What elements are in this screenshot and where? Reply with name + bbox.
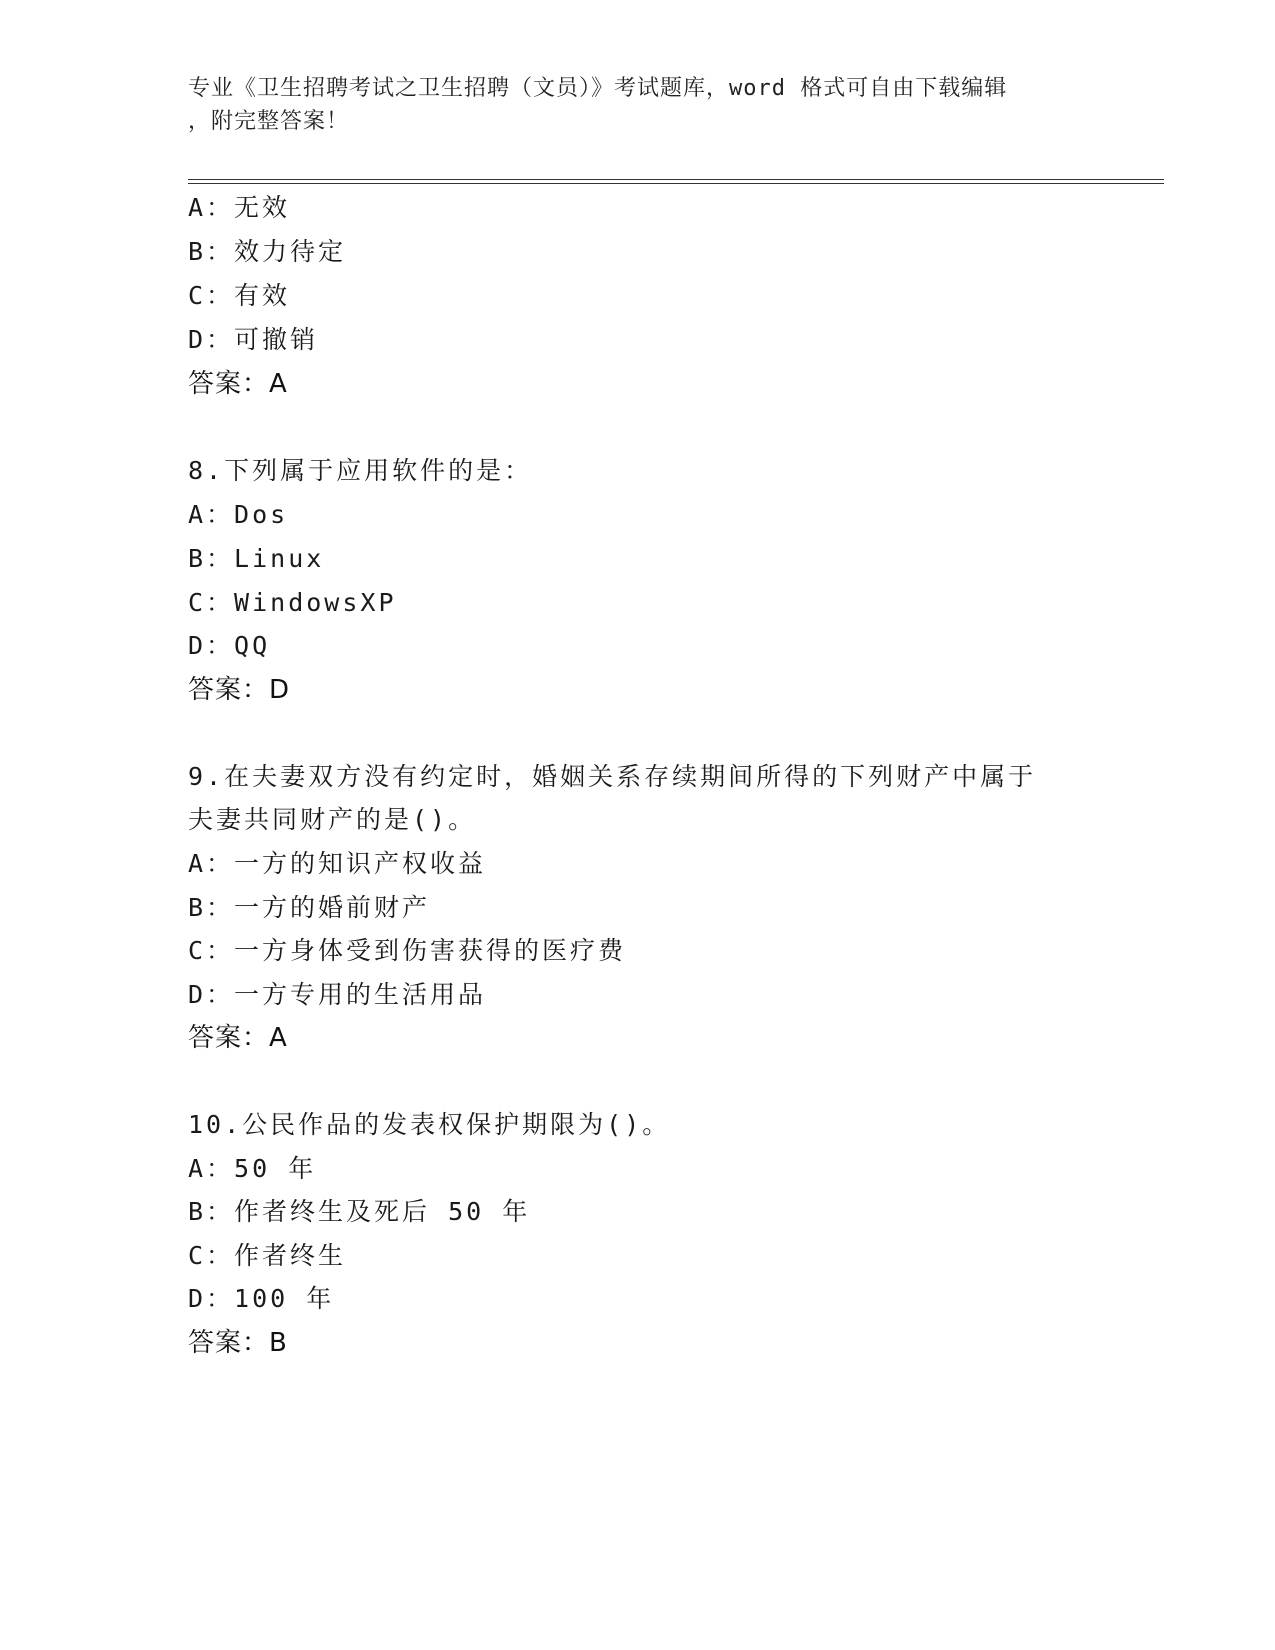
- q8-question: 8.下列属于应用软件的是：: [188, 456, 533, 485]
- q8-option-d: D：QQ: [188, 631, 271, 660]
- q7-option-d: D：可撤销: [188, 325, 319, 354]
- q10-question: 10.公民作品的发表权保护期限为()。: [188, 1110, 671, 1139]
- q10-option-a: A：50 年: [188, 1154, 317, 1183]
- q8-answer: 答案：D: [188, 675, 291, 705]
- q9-option-a: A：一方的知识产权收益: [188, 849, 487, 878]
- q9-answer: 答案：A: [188, 1023, 288, 1053]
- q10-answer: 答案：B: [188, 1328, 288, 1358]
- document-header: [188, 72, 1088, 138]
- q9-option-b: B：一方的婚前财产: [188, 893, 431, 922]
- q9-question-line-1: 9.在夫妻双方没有约定时，婚姻关系存续期间所得的下列财产中属于: [188, 762, 1037, 791]
- q8-option-a: A：Dos: [188, 500, 289, 529]
- q8-option-b: B：Linux: [188, 544, 325, 573]
- q10-option-b: B：作者终生及死后 50 年: [188, 1197, 531, 1226]
- header-divider-top: [188, 179, 1164, 180]
- header-divider-bottom: [188, 183, 1164, 184]
- q7-answer: 答案：A: [188, 369, 288, 399]
- header-line-2: ，附完整答案！: [188, 109, 350, 134]
- q9-option-c: C：一方身体受到伤害获得的医疗费: [188, 936, 627, 965]
- q7-option-c: C：有效: [188, 281, 291, 310]
- q10-option-c: C：作者终生: [188, 1241, 347, 1270]
- q7-option-a: A：无效: [188, 193, 291, 222]
- header-line-1: 专业《卫生招聘考试之卫生招聘（文员）》考试题库，word 格式可自由下载编辑: [188, 76, 1008, 101]
- q8-option-c: C：WindowsXP: [188, 588, 397, 617]
- q7-option-b: B：效力待定: [188, 237, 347, 266]
- q9-option-d: D：一方专用的生活用品: [188, 980, 487, 1009]
- q9-question-line-2: 夫妻共同财产的是()。: [188, 805, 477, 834]
- q10-option-d: D：100 年: [188, 1284, 335, 1313]
